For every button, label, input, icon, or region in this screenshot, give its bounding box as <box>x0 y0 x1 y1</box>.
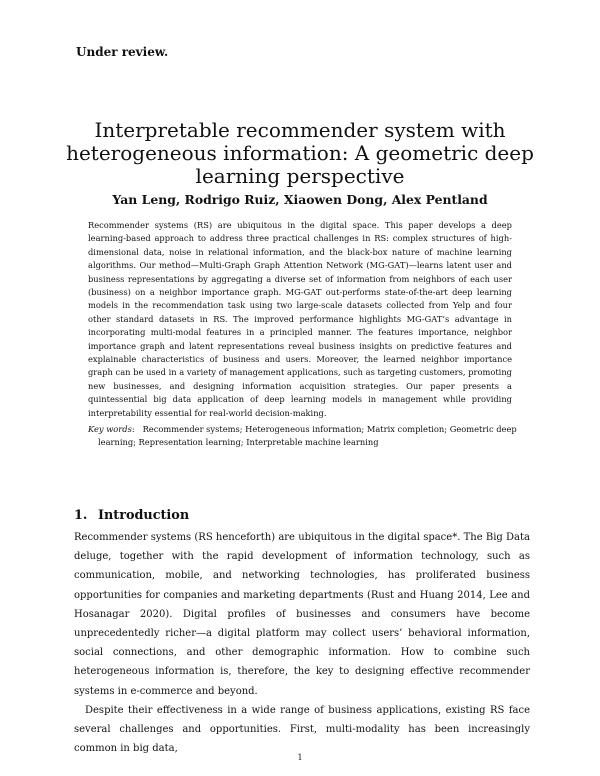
section-heading <box>74 508 189 523</box>
paragraph-2: Despite their effectiveness in a wide range of business applications, existing RS face several challenges and opportunities. First, multi-modality has been increasingly common in big data, <box>74 704 530 755</box>
title-line-3: learning perspective <box>195 164 405 188</box>
abstract: Recommender systems (RS) are ubiquitous in the digital space. This paper develops a deep learning-based approach to address three practical challenges in RS: complex structures of high-dimensional data, noise in relational information, and the black-box nature of machine learning algorithms. Our method—Multi-Graph Graph Attention Network (MG-GAT)—learns latent user and business representations by aggregating a diverse set of information from neighbors of each user (business) on a neighbor importance graph. MG-GAT out-performs state-of-the-art deep learning models in the recommendation task using two large-scale datasets collected from Yelp and four other standard datasets in RS. The improved performance highlights MG-GAT’s advantage in incorporating multi-modal features in a principled manner. The features importance, neighbor importance graph and latent representations reveal business insights on predictive features and explainable characteristics of business and users. Moreover, the learned neighbor importance graph can be used in a variety of management applications, such as targeting customers, promoting new businesses, and designing information acquisition strategies. Our paper presents a quintessential big data application of deep learning models in management while providing interpretability essential for real-world decision-making. <box>88 220 512 418</box>
keywords <box>88 423 518 450</box>
keywords-colon: : <box>131 424 140 434</box>
review-note: Under review. <box>76 45 169 59</box>
title-line-2: heterogeneous information: A geometric deep <box>66 141 534 165</box>
section-title: Introduction <box>98 508 190 523</box>
section-number: 1. <box>74 508 88 523</box>
keywords-line-1: Recommender systems; Heterogeneous information; Matrix completion; Geometric deep <box>142 424 517 434</box>
keywords-label: Key words <box>88 424 132 434</box>
paragraph-1: Recommender systems (RS henceforth) are ubiquitous in the digital space*. The Big Data deluge, together with the rapid development of information technology, such as communication, mobile, and networking technologies, has proliferated business opportunities for companies and marketing departments (Rust and Huang 2014, Lee and Hosanagar 2020). Digital profiles of businesses and consumers have become unprecedentedly richer—a digital platform may collect users’ behavioral information, social connections, and other demographic information. How to combine such heterogeneous information is, therefore, the key to designing effective recommender systems in e-commerce and beyond. <box>74 532 530 697</box>
paper-title <box>60 119 540 188</box>
page-number: 1 <box>297 753 303 762</box>
author-list: Yan Leng, Rodrigo Ruiz, Xiaowen Dong, Alex Pentland <box>112 192 488 207</box>
title-line-1: Interpretable recommender system with <box>94 118 506 142</box>
section-body <box>74 528 530 758</box>
keywords-line-2: learning; Representation learning; Interpretable machine learning <box>98 437 379 448</box>
